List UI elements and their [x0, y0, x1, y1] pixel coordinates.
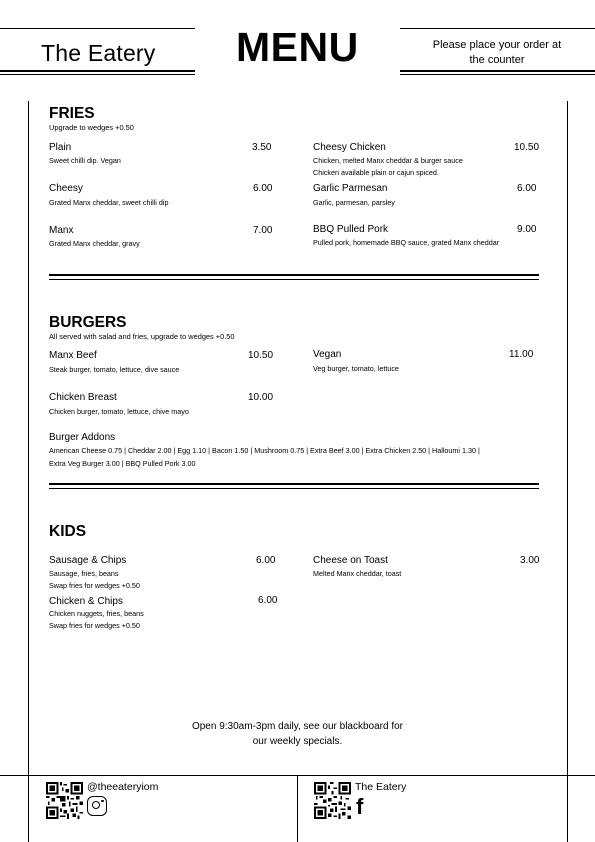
- facebook-icon[interactable]: f: [356, 794, 364, 819]
- right-border-rule: [567, 101, 568, 842]
- menu-item-price: 6.00: [258, 595, 278, 606]
- menu-item-price: 10.50: [248, 350, 274, 361]
- header-rule-top-right: [400, 28, 595, 29]
- header-rule-top-left: [0, 28, 195, 29]
- menu-item-price: 11.00: [509, 349, 534, 360]
- section-divider-thin: [49, 488, 539, 489]
- section-divider: [49, 483, 539, 485]
- burger-addons-line1: American Cheese 0.75 | Cheddar 2.00 | Egg 1.10 | Bacon 1.50 | Mushroom 0.75 | Extra Beef 3.00 | Extra Chicken 2.50 | Halloumi 1.30 |: [49, 446, 480, 455]
- section-divider: [49, 274, 539, 276]
- menu-item-desc: Grated Manx cheddar, sweet chilli dip: [49, 198, 169, 207]
- menu-item-name: Manx: [49, 225, 74, 236]
- qr-code-icon[interactable]: [46, 782, 83, 819]
- menu-item-desc: Pulled pork, homemade BBQ sauce, grated Manx cheddar: [313, 238, 500, 247]
- instagram-icon[interactable]: [87, 796, 107, 816]
- menu-item-name: Chicken Breast: [49, 392, 117, 403]
- menu-item-desc: Chicken available plain or cajun spiced.: [313, 168, 439, 177]
- qr-code-icon[interactable]: [314, 782, 351, 819]
- header-rule-bottom-left-thin: [0, 74, 195, 75]
- menu-item-desc: Chicken nuggets, fries, beans: [49, 609, 144, 618]
- header-rule-bottom-left: [0, 70, 195, 72]
- menu-item-name: Sausage & Chips: [49, 555, 127, 566]
- menu-item-price: 3.50: [252, 142, 272, 153]
- brand-name: The Eatery: [41, 40, 156, 66]
- section-title-burgers: BURGERS: [49, 314, 127, 331]
- menu-item-name: Cheesy Chicken: [313, 142, 386, 153]
- header-rule-bottom-right: [400, 70, 595, 72]
- header-rule-bottom-right-thin: [400, 74, 595, 75]
- menu-item-desc: Veg burger, tomato, lettuce: [313, 364, 399, 373]
- menu-item-name: Cheesy: [49, 183, 83, 194]
- section-title-fries: FRIES: [49, 105, 95, 122]
- menu-item-name: Vegan: [313, 349, 342, 360]
- section-subtitle-burgers: All served with salad and fries, upgrade to wedges +0.50: [49, 332, 235, 341]
- page-title: MENU: [236, 24, 359, 70]
- menu-item-price: 10.50: [514, 142, 540, 153]
- menu-item-price: 6.00: [253, 183, 273, 194]
- menu-item-desc: Sausage, fries, beans: [49, 569, 119, 578]
- opening-hours-line2: our weekly specials.: [252, 736, 343, 747]
- left-border-rule: [28, 101, 29, 842]
- menu-item-price: 9.00: [517, 224, 537, 235]
- menu-item-desc: Steak burger, tomato, lettuce, dive sauce: [49, 365, 180, 374]
- section-divider-thin: [49, 279, 539, 280]
- burger-addons-line2: Extra Veg Burger 3.00 | BBQ Pulled Pork 3.00: [49, 458, 196, 468]
- menu-item-desc: Chicken burger, tomato, lettuce, chive mayo: [49, 407, 189, 416]
- section-subtitle-fries: Upgrade to wedges +0.50: [49, 123, 134, 132]
- facebook-name[interactable]: The Eatery: [355, 781, 407, 793]
- burger-addons-list: [49, 445, 539, 470]
- menu-item-price: 10.00: [248, 392, 274, 403]
- menu-item-desc: Grated Manx cheddar, gravy: [49, 239, 140, 248]
- menu-item-desc: Chicken, melted Manx cheddar & burger sauce: [313, 156, 463, 165]
- menu-item-desc: Garlic, parmesan, parsley: [313, 198, 395, 207]
- menu-item-price: 7.00: [253, 225, 273, 236]
- burger-addons-title: Burger Addons: [49, 432, 116, 443]
- menu-item-price: 6.00: [517, 183, 537, 194]
- order-note-line2: the counter: [469, 54, 525, 66]
- menu-item-price: 6.00: [256, 555, 276, 566]
- section-title-kids: KIDS: [49, 523, 87, 540]
- menu-item-name: Manx Beef: [49, 350, 97, 361]
- instagram-handle[interactable]: @theeateryiom: [87, 781, 159, 793]
- menu-item-name: Garlic Parmesan: [313, 183, 388, 194]
- order-note: [418, 38, 576, 68]
- footer-center-rule: [297, 775, 298, 842]
- opening-hours-line1: Open 9:30am-3pm daily, see our blackboard for: [191, 721, 404, 732]
- menu-item-desc: Melted Manx cheddar, toast: [313, 569, 402, 578]
- menu-item-name: Cheese on Toast: [313, 555, 388, 566]
- menu-item-name: Chicken & Chips: [49, 596, 123, 607]
- menu-item-name: BBQ Pulled Pork: [313, 224, 389, 235]
- menu-item-desc: Sweet chilli dip. Vegan: [49, 156, 121, 165]
- menu-item-name: Plain: [49, 142, 72, 153]
- menu-item-price: 3.00: [520, 555, 540, 566]
- menu-item-desc: Swap fries for wedges +0.50: [49, 621, 140, 630]
- order-note-line1: Please place your order at: [432, 39, 562, 51]
- opening-hours-note: [180, 719, 415, 749]
- menu-item-desc: Swap fries for wedges +0.50: [49, 581, 140, 590]
